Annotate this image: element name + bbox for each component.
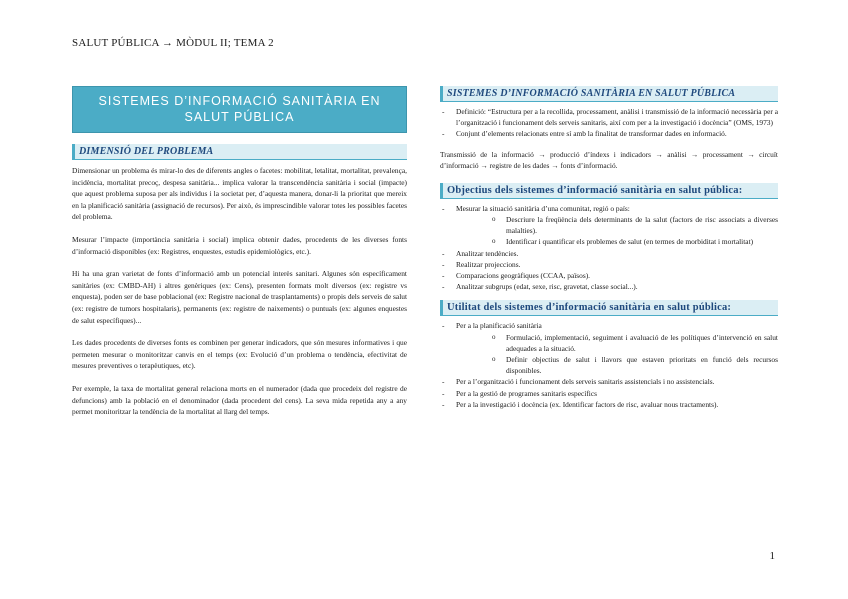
- objectives-sublist: [440, 214, 778, 248]
- list-item: - Analitzar subgrups (edat, sexe, risc, gravetat, classe social...).: [440, 281, 778, 292]
- paragraph-exemple-mortalitat: Per exemple, la taxa de mortalitat general relaciona morts en el numerador (dada que procedeix del registre de defuncions) amb la població en el denominador (dada procedent del cens). La seva mida repetida any a any permet monitoritzar la tendència de la mortalitat al llarg del temps.: [72, 383, 407, 417]
- section-heading-dimensio: DIMENSIÓ DEL PROBLEMA: [72, 144, 407, 160]
- list-item: - Realitzar projeccions.: [440, 259, 778, 270]
- sub-list-item: o Descriure la freqüència dels determinants de la salut (factors de risc associats a diverses malalties).: [440, 214, 778, 236]
- list-item: - Per a la gestió de programes sanitaris específics: [440, 388, 778, 399]
- utility-list: [440, 320, 778, 410]
- list-item-text: Per a la planificació sanitària: [456, 321, 542, 331]
- list-item: - Analitzar tendències.: [440, 248, 778, 259]
- right-column: [440, 86, 778, 410]
- information-flow: Transmissió de la informació → producció d’índexs i indicadors → anàlisi → processament → circuït d’informació → registre de les dades → fonts d’informació.: [440, 149, 778, 171]
- paragraph-dimensionar: Dimensionar un problema és mirar-lo des de diferents angles o facetes: mobilitat, letalitat, mortalitat, prevalença, incidència, mortalitat precoç, despesa sanitària... implica valorar la transcendència sanitària i social (impacte) que aquest problema suposa per als individus i la societat per, d’aquesta manera, donar-li la prioritat que mereix en la planificació sanitària (assignació de recursos). Per això, és imprescindible valorar totes les possibles facetes del problema.: [72, 166, 407, 222]
- running-header: SALUT PÚBLICA → MÒDUL II; TEMA 2: [72, 37, 274, 49]
- list-item: - Definició: “Estructura per a la recollida, processament, anàlisi i transmissió de la informació necessària per a l’organització i funcionament dels serveis sanitaris, així com per a la investigació i docència” (OMS, 1973): [440, 106, 778, 128]
- list-item: - Per a l’organització i funcionament dels serveis sanitaris assistencials i no assistencials.: [440, 376, 778, 387]
- list-item: - Conjunt d’elements relacionats entre sí amb la finalitat de transformar dades en informació.: [440, 128, 778, 139]
- section-heading-objectius: Objectius dels sistemes d’informació sanitària en salut pública:: [440, 183, 778, 199]
- definition-list: [440, 106, 778, 140]
- list-item: - Per a la investigació i docència (ex. Identificar factors de risc, avaluar nous tractaments).: [440, 399, 778, 410]
- sub-list-item: o Definir objectius de salut i llavors que estaven prioritats en funció dels recursos disponibles.: [440, 354, 778, 376]
- list-item: - Comparacions geogràfiques (CCAA, països).: [440, 270, 778, 281]
- left-column: [72, 86, 407, 418]
- sub-list-item: o Identificar i quantificar els problemes de salut (en termes de morbiditat i mortalitat): [440, 236, 778, 247]
- objectives-list: [440, 203, 778, 293]
- section-heading-utilitat: Utilitat dels sistemes d’informació sanitària en salut pública:: [440, 300, 778, 316]
- paragraph-mesurar-impacte: Mesurar l’impacte (importància sanitària i social) implica obtenir dades, procedents de les diverses fonts d’informació disponibles (ex: Registres, enquestes, estudis epidemiològics, etc.).: [72, 234, 407, 256]
- list-item-text: Mesurar la situació sanitària d’una comunitat, regió o país:: [456, 203, 630, 213]
- document-title: SISTEMES D’INFORMACIÓ SANITÀRIA EN SALUT PÚBLICA: [72, 86, 407, 133]
- utility-sublist: [440, 332, 778, 377]
- sub-list-item: o Formulació, implementació, seguiment i avaluació de les polítiques d’intervenció en salut adequades a la situació.: [440, 332, 778, 354]
- list-item: [440, 320, 778, 376]
- section-heading-sistemes: SISTEMES D’INFORMACIÓ SANITÀRIA EN SALUT PÚBLICA: [440, 86, 778, 102]
- paragraph-fonts-informacio: Hi ha una gran varietat de fonts d’informació amb un potencial interès sanitari. Algunes són específicament sanitàries (ex: CMBD-AH) i altres genèriques (ex: Cens), presenten formats molt diversos (ex: registre vs enquesta), poden ser de base poblacional (ex: Registre nacional de trasplantaments) o propis dels serveis de salut (ex: registre de tumors hospitalaris), permanents (ex: registre de naixements) o puntuals (ex: algunes enquestes de salut específiques)...: [72, 269, 407, 325]
- page-number: 1: [769, 550, 775, 562]
- list-item: [440, 203, 778, 248]
- paragraph-indicadors: Les dades procedents de diverses fonts es combinen per generar indicadors, que són mesures informatives i que permeten mesurar o monitoritzar canvis en el temps (ex: Evolució d’un problema o tendència, efectivitat de mesures preventives o terapèutiques, etc).: [72, 338, 407, 371]
